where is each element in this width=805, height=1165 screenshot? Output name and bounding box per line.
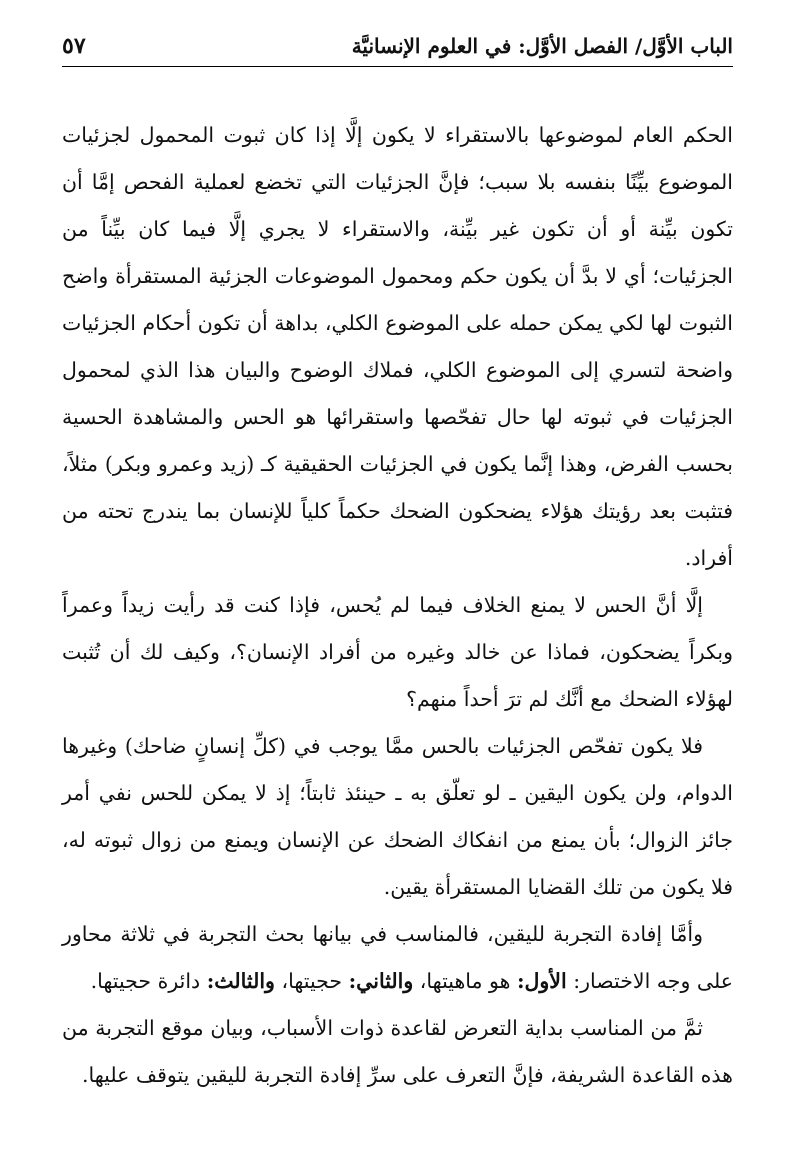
page-number: ٥٧	[62, 33, 86, 59]
page-body	[62, 112, 733, 1099]
running-header	[62, 26, 733, 67]
paragraph-4	[62, 911, 733, 1005]
first-axis-label: الأول:	[516, 969, 567, 993]
paragraph-1: الحكم العام لموضوعها بالاستقراء لا يكون إلَّا إذا كان ثبوت المحمول لجزئيات الموضوع بيِّنًا بنفسه بلا سبب؛ فإنَّ الجزئيات التي تخضع لعملية الفحص إمَّا أن تكون بيِّنة أو أن تكون غير بيِّنة، والاستقراء لا يجري إلَّا فيما كان بيِّناً من الجزئيات؛ أي لا بدَّ أن يكون حكم ومحمول الموضوعات الجزئية المستقرأة واضح الثبوت لها لكي يمكن حمله على الموضوع الكلي، بداهة أن تكون أحكام الجزئيات واضحة لتسري إلى الموضوع الكلي، فملاك الوضوح والبيان هذا الذي لمحمول الجزئيات في ثبوته لها حال تفحّصها واستقرائها هو الحس والمشاهدة الحسية بحسب الفرض، وهذا إنَّما يكون في الجزئيات الحقيقية كـ (زيد وعمرو وبكر) مثلاً، فتثبت بعد رؤيتك هؤلاء يضحكون الضحك حكماً كلياً للإنسان بما يندرج تحته من أفراد.	[62, 123, 733, 570]
third-axis-text: دائرة حجيتها.	[90, 969, 201, 993]
paragraph-4-intro: وأمَّا إفادة التجربة لليقين، فالمناسب في بيانها بحث التجربة في ثلاثة محاور على وجه الاختصار:	[62, 922, 733, 993]
second-axis-label: والثاني:	[348, 969, 414, 993]
header-title: الباب الأوَّل/ الفصل الأوَّل: في العلوم الإنسانيَّة	[351, 34, 733, 58]
third-axis-label: والثالث:	[206, 969, 275, 993]
paragraph-3: فلا يكون تفحّص الجزئيات بالحس ممَّا يوجب في (كلِّ إنسانٍ ضاحك) وغيرها الدوام، ولن يكون اليقين ـ لو تعلّق به ـ حينئذ ثابتاً؛ إذ لا يمكن للحس نفي أمر جائز الزوال؛ بأن يمنع من انفكاك الضحك عن الإنسان ويمنع من زوال ثبوته له، فلا يكون من تلك القضايا المستقرأة يقين.	[62, 734, 733, 899]
second-axis-text: حجيتها،	[281, 969, 343, 993]
paragraph-2: إلَّا أنَّ الحس لا يمنع الخلاف فيما لم يُحس، فإذا كنت قد رأيت زيداً وعمراً وبكراً يضحكون، فماذا عن خالد وغيره من أفراد الإنسان؟، وكيف لك أن تُثبت لهؤلاء الضحك مع أنَّك لم ترَ أحداً منهم؟	[62, 593, 733, 711]
first-axis-text: هو ماهيتها،	[419, 969, 511, 993]
paragraph-5: ثمَّ من المناسب بداية التعرض لقاعدة ذوات الأسباب، وبيان موقع التجربة من هذه القاعدة الشريفة، فإنَّ التعرف على سرِّ إفادة التجربة لليقين يتوقف عليها.	[62, 1016, 733, 1087]
